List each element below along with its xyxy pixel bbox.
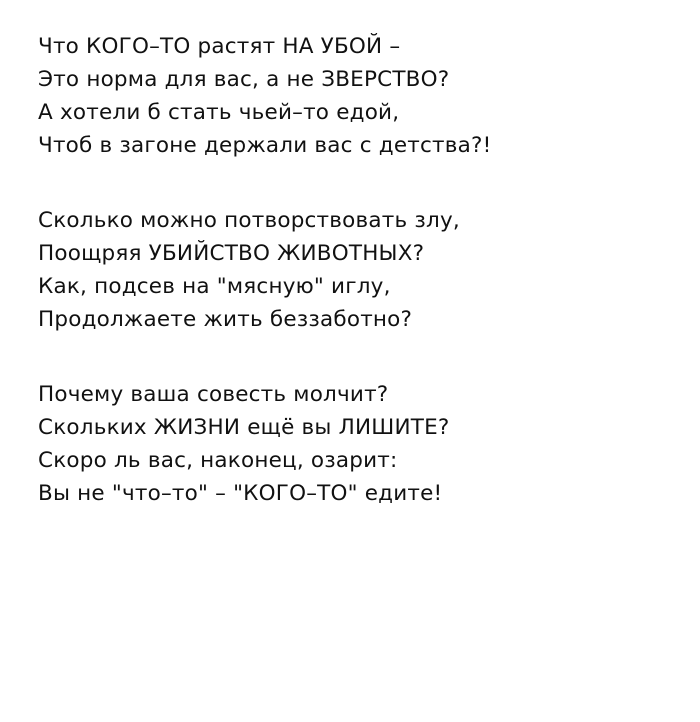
stanza-2 xyxy=(38,204,666,336)
poem-line: Как, подсев на "мясную" иглу, xyxy=(38,274,391,299)
stanza-1 xyxy=(38,30,666,162)
poem-line: Поощряя УБИЙСТВО ЖИВОТНЫХ? xyxy=(38,241,425,266)
poem-line: Продолжаете жить беззаботно? xyxy=(38,307,413,332)
poem-line: А хотели б стать чьей–то едой, xyxy=(38,100,400,125)
poem-line: Скольких ЖИЗНИ ещё вы ЛИШИТЕ? xyxy=(38,415,450,440)
poem-line: Чтоб в загоне держали вас с детства?! xyxy=(38,133,492,158)
poem-line: Почему ваша совесть молчит? xyxy=(38,382,389,407)
stanza-3 xyxy=(38,378,666,510)
poem-line: Это норма для вас, а не ЗВЕРСТВО? xyxy=(38,67,450,92)
poem-line: Сколько можно потворствовать злу, xyxy=(38,208,460,233)
poem-line: Скоро ль вас, наконец, озарит: xyxy=(38,448,398,473)
poem-line: Вы не "что–то" – "КОГО–ТО" едите! xyxy=(38,481,443,506)
poem-line: Что КОГО–ТО растят НА УБОЙ – xyxy=(38,34,401,59)
